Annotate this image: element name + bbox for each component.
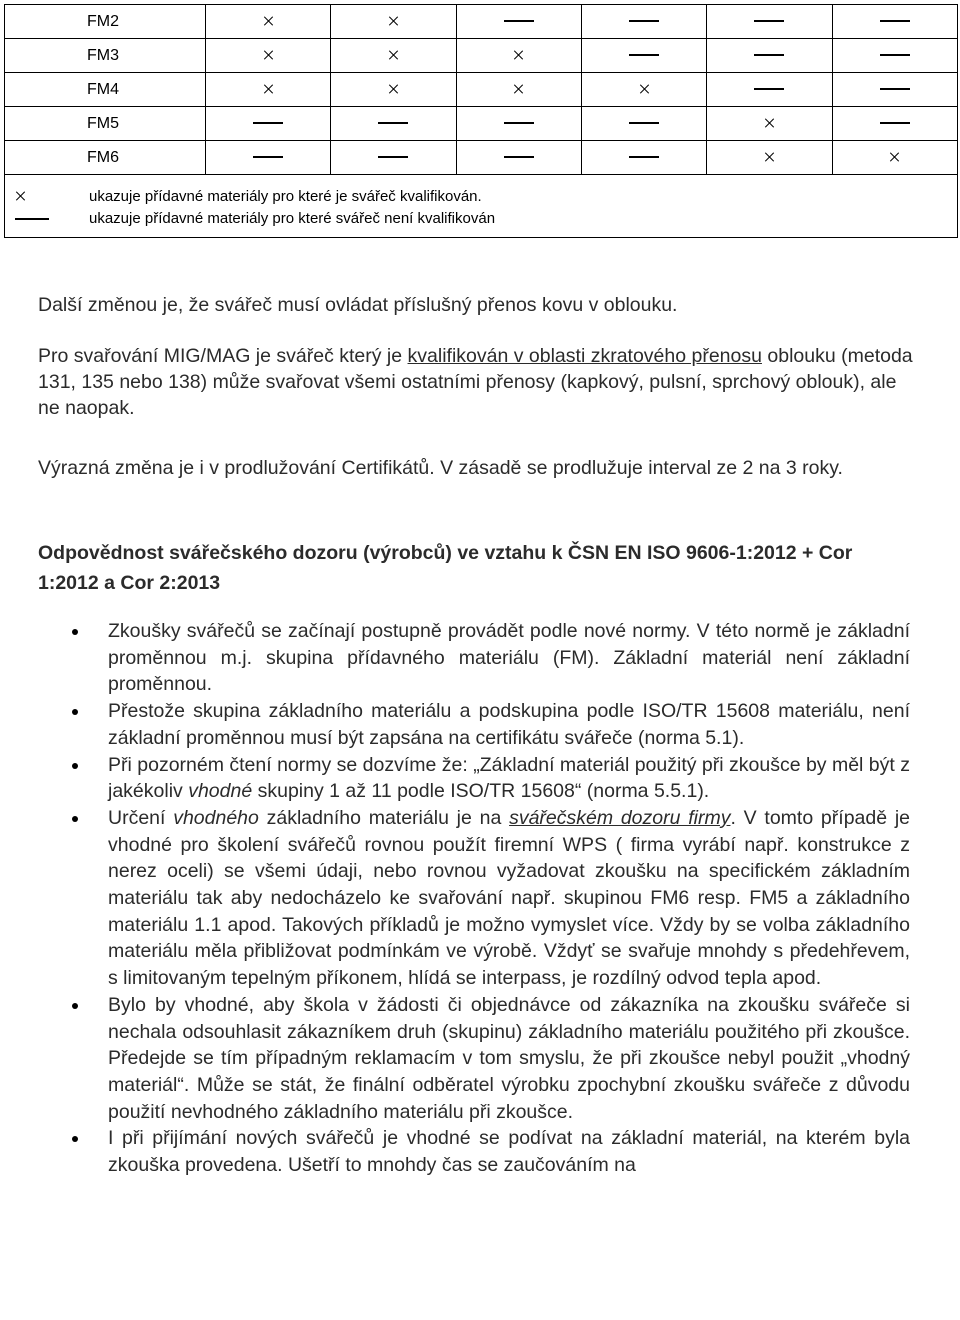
cross-mark-icon xyxy=(388,50,398,60)
table-row xyxy=(5,73,958,107)
table-cell xyxy=(206,5,331,39)
cross-mark-icon xyxy=(639,84,649,94)
table-cell xyxy=(206,141,331,175)
legend-item xyxy=(5,185,957,207)
cross-mark-icon xyxy=(514,50,524,60)
dash-mark-icon xyxy=(504,122,534,124)
dash-mark-icon xyxy=(629,20,659,22)
dash-mark-icon xyxy=(15,218,49,220)
dash-mark-icon xyxy=(880,122,910,124)
table-cell xyxy=(456,107,581,141)
legend-row xyxy=(5,175,958,238)
table-cell xyxy=(581,141,706,175)
cross-mark-icon xyxy=(263,50,273,60)
dash-mark-icon xyxy=(754,88,784,90)
section-heading: Odpovědnost svářečského dozoru (výrobců) ve vztahu k ČSN EN ISO 9606-1:2012 + Cor 1:2012 a Cor 2:2013 xyxy=(38,542,853,594)
legend-item xyxy=(5,207,957,229)
table-cell xyxy=(707,73,832,107)
bullet-icon xyxy=(72,629,78,635)
dash-mark-icon xyxy=(253,122,283,124)
cross-mark-icon xyxy=(764,118,774,128)
table-cell xyxy=(331,107,456,141)
list-item-text: . V tomto případě je vhodné pro školení svářečů rovnou použít firemní WPS ( firma vyrábí např. konstrukce z nerez oceli) se všemi údaji, nebo rovnou vyžadovat zkoušku na specifickém základním materiálu tak aby nedocházelo ke svařování např. skupinou FM6 resp. FM5 a základního materiálu 1.1 apod. Takových příkladů je možno vymyslet více. Vždy by se volba základního materiálu měla přibližovat podmínkám ve výrobě. Vždyť se svařuje mnohdy s předehřevem, s limitovaným tepelným příkonem, hlídá se interpass, je rozdílný odvod tepla apod. xyxy=(108,806,911,990)
paragraph-mig-mag xyxy=(38,343,916,421)
list-item-text: I při přijímání nových svářečů je vhodné se podívat na základní materiál, na kterém byla zkouška provedena. Ušetří to mnohdy čas se zaučováním na xyxy=(108,1127,910,1177)
dash-mark-icon xyxy=(880,54,910,56)
dash-mark-icon xyxy=(629,54,659,56)
list-item-text: základního materiálu je na xyxy=(258,806,510,829)
list-item-text: Zkoušky svářečů se začínají postupně provádět podle nové normy. V této normě je základní proměnnou m.j. skupina přídavného materiálu (FM). Základní materiál není základní proměnnou. xyxy=(108,620,910,696)
text-span: Pro svařování MIG/MAG je svářeč který je xyxy=(38,345,408,367)
list-item xyxy=(0,805,960,992)
legend-text: ukazuje přídavné materiály pro které je svářeč kvalifikován. xyxy=(89,187,482,205)
table-cell xyxy=(832,73,957,107)
list-item xyxy=(0,618,960,698)
table-cell xyxy=(456,39,581,73)
table-cell xyxy=(581,39,706,73)
paragraph-certificate-renewal: Výrazná změna je i v prodlužování Certifikátů. V zásadě se prodlužuje interval ze 2 na 3 roky. xyxy=(38,457,843,479)
dash-mark-icon xyxy=(629,122,659,124)
cross-mark-icon xyxy=(890,152,900,162)
table-cell xyxy=(456,73,581,107)
legend-cell xyxy=(5,175,958,238)
table-cell xyxy=(456,141,581,175)
table-cell xyxy=(331,39,456,73)
text-span: oblouku (metoda 131, 135 nebo 138) může svařovat všemi ostatními přenosy (kapkový, pulsní, sprchový oblouk), ale ne naopak. xyxy=(38,345,913,419)
table-row xyxy=(5,5,958,39)
italic-text: vhodné xyxy=(188,780,253,803)
dash-mark-icon xyxy=(754,54,784,56)
dash-mark-icon xyxy=(754,20,784,22)
bullet-icon xyxy=(72,816,78,822)
underlined-italic-text: svářečském dozoru firmy xyxy=(509,806,731,829)
paragraph-metal-transfer: Další změnou je, že svářeč musí ovládat příslušný přenos kovu v oblouku. xyxy=(38,294,678,316)
row-label: FM5 xyxy=(5,107,206,141)
table-cell xyxy=(581,5,706,39)
italic-text: vhodného xyxy=(173,806,259,829)
cross-mark-icon xyxy=(388,16,398,26)
table-cell xyxy=(707,141,832,175)
list-item xyxy=(0,992,960,1126)
cross-mark-icon xyxy=(15,191,25,201)
table-cell xyxy=(456,5,581,39)
dash-mark-icon xyxy=(880,20,910,22)
legend-text: ukazuje přídavné materiály pro které svářeč není kvalifikován xyxy=(89,209,496,227)
list-item xyxy=(0,698,960,751)
table-row xyxy=(5,39,958,73)
table-cell xyxy=(581,73,706,107)
row-label: FM4 xyxy=(5,73,206,107)
table-cell xyxy=(206,39,331,73)
dash-mark-icon xyxy=(880,88,910,90)
filler-material-table xyxy=(4,4,958,238)
table-cell xyxy=(206,73,331,107)
row-label: FM6 xyxy=(5,141,206,175)
cross-mark-icon xyxy=(388,84,398,94)
underlined-text: kvalifikován v oblasti zkratového přenosu xyxy=(407,345,762,367)
list-item-text: Určení xyxy=(108,806,174,829)
table-cell xyxy=(707,39,832,73)
row-label: FM2 xyxy=(5,5,206,39)
dash-mark-icon xyxy=(253,156,283,158)
cross-mark-icon xyxy=(263,84,273,94)
row-label: FM3 xyxy=(5,39,206,73)
bullet-icon xyxy=(72,1003,78,1009)
table-cell xyxy=(331,73,456,107)
table-cell xyxy=(707,107,832,141)
table-cell xyxy=(832,141,957,175)
cross-mark-icon xyxy=(764,152,774,162)
table-cell xyxy=(832,5,957,39)
list-item-text: Při pozorném čtení normy se dozvíme že: „Základní materiál použitý při zkoušce by měl být z jakékoliv xyxy=(108,753,910,803)
table-cell xyxy=(832,39,957,73)
cross-mark-icon xyxy=(263,16,273,26)
table-row xyxy=(5,107,958,141)
table-cell xyxy=(707,5,832,39)
table-cell xyxy=(832,107,957,141)
dash-mark-icon xyxy=(629,156,659,158)
table-cell xyxy=(331,141,456,175)
list-item-text: Přestože skupina základního materiálu a podskupina podle ISO/TR 15608 materiálu, není základní proměnnou musí být zapsána na certifikátu svářeče (norma 5.1). xyxy=(108,700,910,749)
list-item-text: Bylo by vhodné, aby škola v žádosti či objednávce od zákazníka na zkoušku svářeče si nechala odsouhlasit zákazníkem druh (skupinu) základního materiálu použitého při zkoušce. Předejde se tím případným reklamacím v tom smyslu, že při zkoušce nebyl použit „vhodný materiál“. Může se stát, že finální odběratel výrobku zpochybní zkoušku svářeče z důvodu použití nevhodného základního materiálu při zkoušce. xyxy=(108,993,910,1123)
table-cell xyxy=(331,5,456,39)
dash-mark-icon xyxy=(504,156,534,158)
bullet-icon xyxy=(72,709,78,715)
bullet-icon xyxy=(72,1136,78,1142)
table-row xyxy=(5,141,958,175)
table-cell xyxy=(206,107,331,141)
bullet-list xyxy=(0,618,960,1179)
list-item xyxy=(0,1125,960,1178)
list-item xyxy=(0,752,960,805)
table-cell xyxy=(581,107,706,141)
dash-mark-icon xyxy=(378,156,408,158)
bullet-icon xyxy=(72,763,78,769)
list-item-text: skupiny 1 až 11 podle ISO/TR 15608“ (norma 5.5.1). xyxy=(252,780,710,803)
dash-mark-icon xyxy=(504,20,534,22)
cross-mark-icon xyxy=(514,84,524,94)
dash-mark-icon xyxy=(378,122,408,124)
